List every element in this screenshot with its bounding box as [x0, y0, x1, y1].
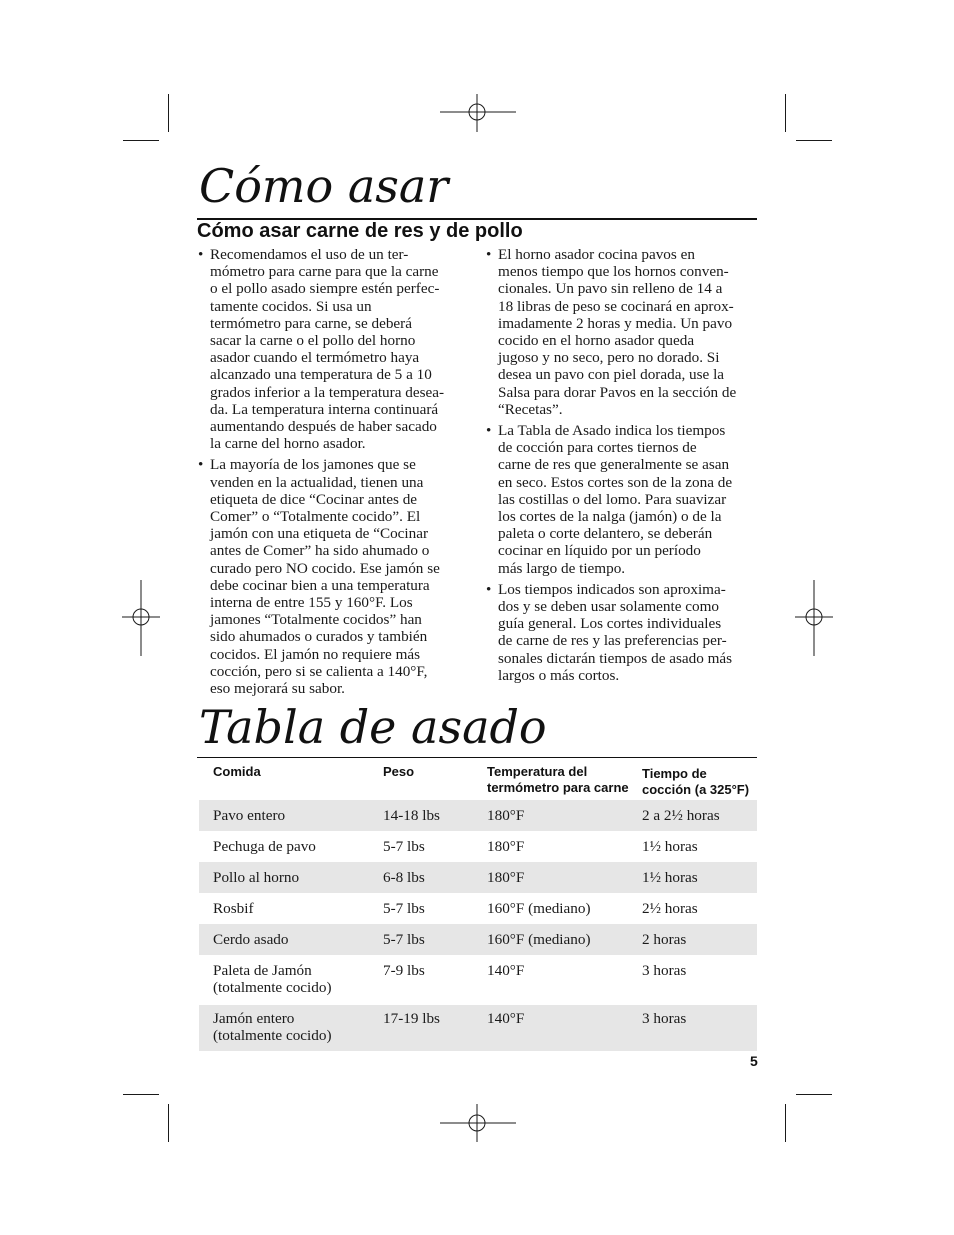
bullet-text: Recomendamos el uso de un ter- mómetro para carne para que la carne o el pollo asado siempre estén perfec- tamente cocidos. Si usa un termómetro para carne, se deberá sacar la carne o el pollo del horno asador cuando el termómetro haya alcanzado una temperatura de 5 a 10 grados inferior a la temperatura desea- da. La temperatura interna continuará aumentando después de haber sacado la carne del horno asador. [210, 246, 445, 453]
bullet-item [486, 246, 758, 418]
table-cell: Jamón entero (totalmente cocido) [213, 1010, 332, 1044]
bullet-icon: • [486, 422, 492, 440]
table-cell: 14-18 lbs [383, 807, 440, 824]
crop-mark [785, 94, 786, 132]
table-header-cell: Comida [213, 764, 261, 779]
table-cell: Paleta de Jamón (totalmente cocido) [213, 962, 332, 996]
crop-mark [796, 1094, 832, 1095]
table-cell: 3 horas [642, 1010, 687, 1027]
crop-mark [123, 1094, 159, 1095]
table-title: Tabla de asado [199, 700, 547, 754]
table-cell: 1½ horas [642, 838, 698, 855]
table-row [199, 831, 757, 862]
table-divider [197, 757, 757, 758]
bullet-item [486, 581, 758, 684]
table-cell: 7-9 lbs [383, 962, 425, 979]
table-cell: 3 horas [642, 962, 687, 979]
bullet-item [198, 456, 468, 697]
crop-mark [796, 140, 832, 141]
table-cell: 160°F (mediano) [487, 900, 591, 917]
bullet-icon: • [486, 246, 492, 263]
section-subheading: Cómo asar carne de res y de pollo [197, 220, 523, 242]
table-header-cell: Peso [383, 764, 415, 779]
bullet-text: Los tiempos indicados son aproxima- dos y se deben usar solamente como guía general. Los cortes individuales de carne de res y las preferencias per- sonales dictarán tiempos de asado más largos o más cortos. [498, 580, 733, 684]
left-column [198, 246, 468, 701]
table-cell: Pollo al horno [213, 869, 300, 886]
table-header-cell: Tiempo de cocción (a 325°F) [642, 766, 750, 797]
table-cell: 140°F [487, 962, 525, 979]
table-row [199, 800, 757, 831]
table-body [199, 800, 757, 1051]
bullet-text: La Tabla de Asado indica los tiempos de cocción para cortes tiernos de carne de res que generalmente se asan en seco. Estos cortes son de la zona de las costillas o del lomo. Para suavizar los cortes de la nalga (jamón) o de la paleta o corte delantero, se deberán cocinar en líquido por un período más largo de tiempo. [498, 422, 733, 577]
crop-mark [123, 140, 159, 141]
table-row [199, 924, 757, 955]
table-cell: 5-7 lbs [383, 838, 425, 855]
table-cell: Pavo entero [213, 807, 286, 824]
table-cell: Rosbif [213, 900, 254, 917]
page-title: Cómo asar [199, 159, 449, 213]
crop-mark [168, 1104, 169, 1142]
right-column [486, 246, 758, 688]
table-row [199, 955, 757, 1005]
bullet-item [486, 422, 758, 577]
bullet-icon: • [486, 580, 492, 598]
table-cell: 2½ horas [642, 900, 698, 917]
table-cell: 160°F (mediano) [487, 931, 591, 948]
table-header-cell: Temperatura del termómetro para carne [487, 764, 629, 795]
roasting-table [199, 760, 757, 1051]
table-cell: Cerdo asado [213, 931, 289, 948]
bullet-text: El horno asador cocina pavos en menos tiempo que los hornos conven- cionales. Un pavo sin relleno de 14 a 18 libras de peso se cocinará en aprox- imadamente 2 horas y media. Un pavo cocido en el horno asador queda jugoso y no seco, pero no dorado. Si desea un pavo con piel dorada, use la Salsa para dorar Pavos en la sección de “Recetas”. [498, 246, 737, 418]
table-cell: 140°F [487, 1010, 525, 1027]
table-cell: 5-7 lbs [383, 900, 425, 917]
table-cell: 2 horas [642, 931, 687, 948]
registration-mark-icon [440, 94, 516, 132]
bullet-icon: • [198, 456, 204, 474]
table-header [199, 760, 757, 800]
table-cell: 1½ horas [642, 869, 698, 886]
registration-mark-icon [795, 580, 833, 656]
table-cell: 5-7 lbs [383, 931, 425, 948]
table-cell: 17-19 lbs [383, 1010, 440, 1027]
table-row [199, 862, 757, 893]
crop-mark [168, 94, 169, 132]
table-row [199, 893, 757, 924]
table-cell: Pechuga de pavo [213, 838, 316, 855]
registration-mark-icon [440, 1104, 516, 1142]
bullet-text: La mayoría de los jamones que se venden en la actualidad, tienen una etiqueta de dice “Cocinar antes de Comer” o “Totalmente cocido”. El jamón con una etiqueta de “Cocinar antes de Comer” ha sido ahumado o curado pero NO cocido. Ese jamón se debe cocinar bien a una temperatura interna de entre 155 y 160°F. Los jamones “Totalmente cocidos” han sido ahumados o curados y también cocidos. El jamón no requiere más cocción, pero si se calienta a 140°F, eso mejorará su sabor. [210, 456, 440, 698]
bullet-icon: • [198, 246, 204, 263]
table-cell: 180°F [487, 807, 525, 824]
registration-mark-icon [122, 580, 160, 656]
table-cell: 6-8 lbs [383, 869, 425, 886]
crop-mark [785, 1104, 786, 1142]
table-cell: 180°F [487, 838, 525, 855]
bullet-item [198, 246, 468, 452]
table-cell: 180°F [487, 869, 525, 886]
page-number: 5 [750, 1053, 758, 1069]
table-row [199, 1005, 757, 1051]
table-cell: 2 a 2½ horas [642, 807, 720, 824]
